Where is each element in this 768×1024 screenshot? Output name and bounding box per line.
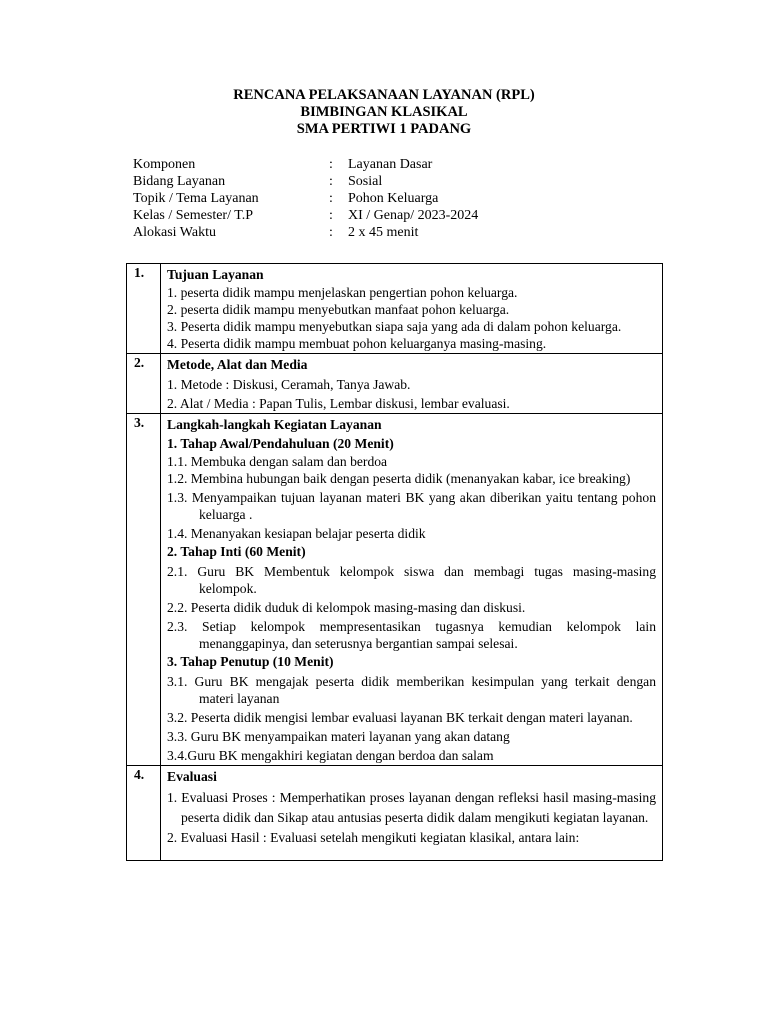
list-item: 1. peserta didik mampu menjelaskan pengertian pohon keluarga. (167, 285, 518, 300)
list-item: 3.2. Peserta didik mengisi lembar evaluasi layanan BK terkait dengan materi layanan. (167, 710, 633, 725)
meta-separator: : (329, 191, 333, 206)
list-item: 3. Peserta didik mampu menyebutkan siapa saja yang ada di dalam pohon keluarga. (167, 319, 622, 334)
meta-value: Layanan Dasar (348, 157, 433, 172)
list-item: 1. Evaluasi Proses : Memperhatikan proses layanan dengan refleksi hasil masing-masing peserta didik dan Sikap atau antusias peserta didik dalam mengikuti kegiatan layanan. (167, 790, 656, 825)
list-item: 3.3. Guru BK menyampaikan materi layanan yang akan datang (167, 729, 510, 744)
section-heading: Evaluasi (167, 769, 217, 784)
section-number: 1. (127, 264, 161, 354)
title-line-3: SMA PERTIWI 1 PADANG (296, 121, 472, 137)
section-heading: Langkah-langkah Kegiatan Layanan (167, 417, 382, 432)
meta-value: Pohon Keluarga (348, 191, 439, 206)
list-item: 2. Alat / Media : Papan Tulis, Lembar diskusi, lembar evaluasi. (167, 396, 510, 411)
rpl-table (126, 263, 663, 861)
list-item: 2. peserta didik mampu menyebutkan manfaat pohon keluarga. (167, 302, 510, 317)
list-item: 1.4. Menanyakan kesiapan belajar peserta didik (167, 526, 426, 541)
title-line-1: RENCANA PELAKSANAAN LAYANAN (RPL) (233, 87, 535, 103)
stage-title: 1. Tahap Awal/Pendahuluan (20 Menit) (167, 436, 394, 451)
section-number: 2. (127, 354, 161, 414)
list-item: 1. Metode : Diskusi, Ceramah, Tanya Jawab. (167, 377, 411, 392)
meta-value: 2 x 45 menit (348, 225, 419, 240)
meta-label: Bidang Layanan (133, 174, 226, 189)
meta-label: Komponen (133, 157, 196, 172)
meta-separator: : (329, 157, 333, 172)
section-heading: Tujuan Layanan (167, 267, 264, 282)
section-body (161, 414, 663, 766)
list-item: 3.4.Guru BK mengakhiri kegiatan dengan berdoa dan salam (167, 748, 494, 763)
stage-title: 3. Tahap Penutup (10 Menit) (167, 654, 334, 669)
meta-value: Sosial (348, 174, 383, 189)
title-line-2: BIMBINGAN KLASIKAL (300, 104, 468, 120)
stage-title: 2. Tahap Inti (60 Menit) (167, 544, 306, 559)
list-item: 3.1. Guru BK mengajak peserta didik memberikan kesimpulan yang terkait dengan materi layanan (167, 674, 656, 706)
section-row-langkah (127, 414, 663, 766)
section-row-metode (127, 354, 663, 414)
section-number: 4. (127, 766, 161, 861)
list-item: 2.1. Guru BK Membentuk kelompok siswa dan membagi tugas masing-masing kelompok. (167, 564, 656, 596)
document-title (0, 87, 768, 138)
meta-separator: : (329, 208, 333, 223)
list-item: 1.1. Membuka dengan salam dan berdoa (167, 454, 388, 469)
meta-value: XI / Genap/ 2023-2024 (348, 208, 479, 223)
meta-label: Kelas / Semester/ T.P (133, 208, 254, 223)
list-item: 2. Evaluasi Hasil : Evaluasi setelah mengikuti kegiatan klasikal, antara lain: (167, 830, 580, 845)
list-item: 4. Peserta didik mampu membuat pohon keluarganya masing-masing. (167, 336, 547, 351)
section-row-tujuan (127, 264, 663, 354)
section-row-evaluasi (127, 766, 663, 861)
section-number: 3. (127, 414, 161, 766)
section-heading: Metode, Alat dan Media (167, 357, 308, 372)
evaluasi-content (167, 767, 656, 859)
list-item: 2.3. Setiap kelompok mempresentasikan tugasnya kemudian kelompok lain menanggapinya, dan seterusnya bergantian sampai selesai. (167, 619, 656, 651)
meta-separator: : (329, 174, 333, 189)
section-body (161, 354, 663, 414)
meta-label: Alokasi Waktu (133, 225, 216, 240)
list-item: 1.3. Menyampaikan tujuan layanan materi BK yang akan diberikan yaitu tentang pohon keluarga . (167, 490, 656, 522)
meta-label: Topik / Tema Layanan (133, 191, 259, 206)
list-item: 1.2. Membina hubungan baik dengan peserta didik (menanyakan kabar, ice breaking) (167, 471, 631, 486)
section-body (161, 766, 663, 861)
list-item: 2.2. Peserta didik duduk di kelompok masing-masing dan diskusi. (167, 600, 526, 615)
meta-separator: : (329, 225, 333, 240)
section-body (161, 264, 663, 354)
